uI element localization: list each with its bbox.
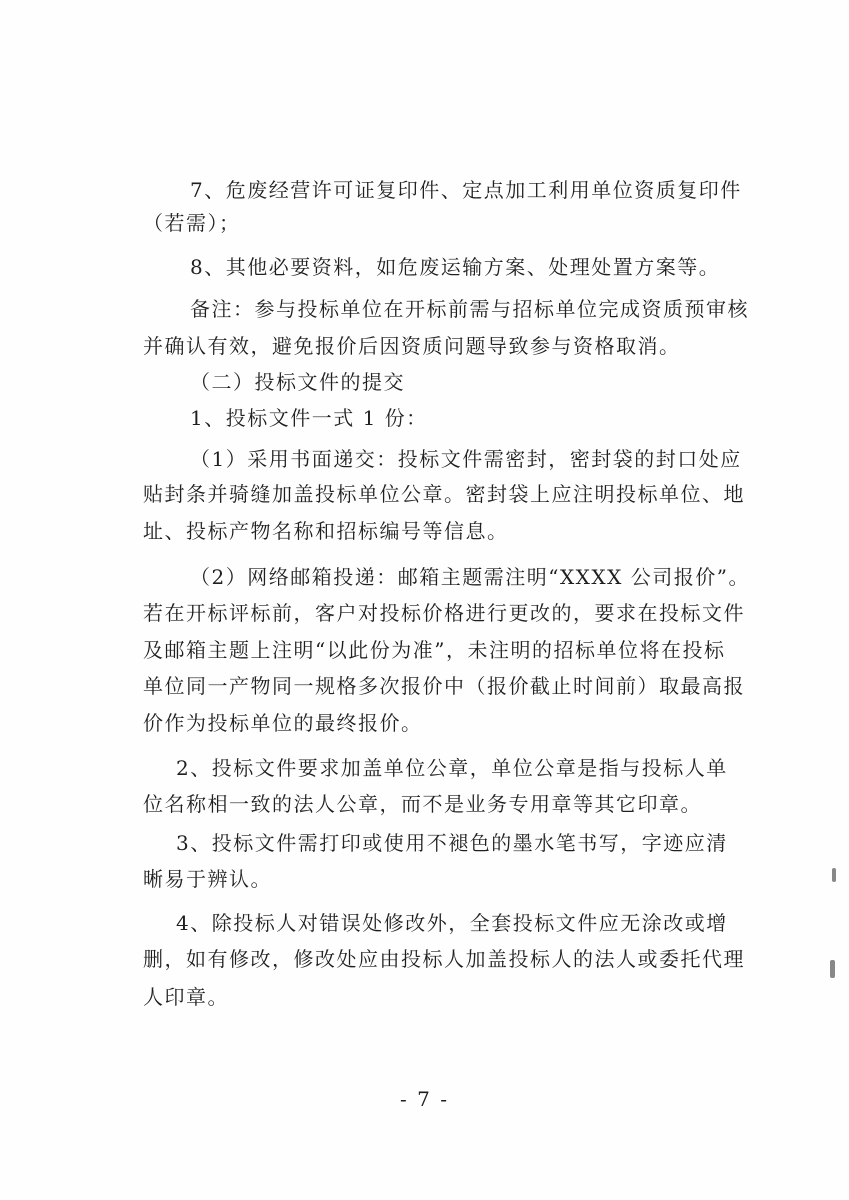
- scan-mark: [830, 960, 835, 978]
- item-3-line-1: 3、投标文件需打印或使用不褪色的墨水笔书写，字迹应清: [176, 831, 728, 855]
- paragraph-1-line-3: 址、投标产物名称和招标编号等信息。: [143, 519, 509, 543]
- note-line-2: 并确认有效，避免报价后因资质问题导致参与资格取消。: [143, 334, 681, 358]
- item-7-line-1: 7、危废经营许可证复印件、定点加工利用单位资质复印件: [190, 178, 742, 202]
- scan-mark: [832, 868, 836, 882]
- item-7-line-2: （若需）；: [143, 211, 241, 235]
- paragraph-2-line-5: 价作为投标单位的最终报价。: [143, 711, 423, 735]
- paragraph-2-line-1: （2）网络邮箱投递：邮箱主题需注明“XXXX 公司报价”。: [190, 565, 750, 589]
- item-4-line-1: 4、除投标人对错误处修改外，全套投标文件应无涂改或增: [176, 911, 728, 935]
- sub-item-1-line: 1、投标文件一式 1 份：: [190, 406, 428, 430]
- item-8-line: 8、其他必要资料，如危废运输方案、处理处置方案等。: [190, 255, 721, 279]
- page-number: - 7 -: [400, 1087, 449, 1111]
- item-3-line-2: 晰易于辨认。: [143, 867, 272, 891]
- paragraph-1-line-1: （1）采用书面递交：投标文件需密封，密封袋的封口处应: [190, 447, 742, 471]
- note-line-1: 备注：参与投标单位在开标前需与招标单位完成资质预审核: [190, 297, 749, 321]
- item-2-line-1: 2、投标文件要求加盖单位公章，单位公章是指与投标人单: [176, 756, 728, 780]
- section-heading: （二）投标文件的提交: [190, 370, 405, 394]
- item-2-line-2: 位名称相一致的法人公章，而不是业务专用章等其它印章。: [143, 792, 702, 816]
- item-4-line-3: 人印章。: [143, 985, 229, 1009]
- paragraph-1-line-2: 贴封条并骑缝加盖投标单位公章。密封袋上应注明投标单位、地: [143, 482, 745, 506]
- item-4-line-2: 删，如有修改，修改处应由投标人加盖投标人的法人或委托代理: [143, 947, 745, 971]
- paragraph-2-line-2: 若在开标评标前，客户对投标价格进行更改的，要求在投标文件: [143, 601, 745, 625]
- paragraph-2-line-3: 及邮箱主题上注明“以此份为准”，未注明的招标单位将在投标: [143, 638, 726, 662]
- paragraph-2-line-4: 单位同一产物同一规格多次报价中（报价截止时间前）取最高报: [143, 674, 745, 698]
